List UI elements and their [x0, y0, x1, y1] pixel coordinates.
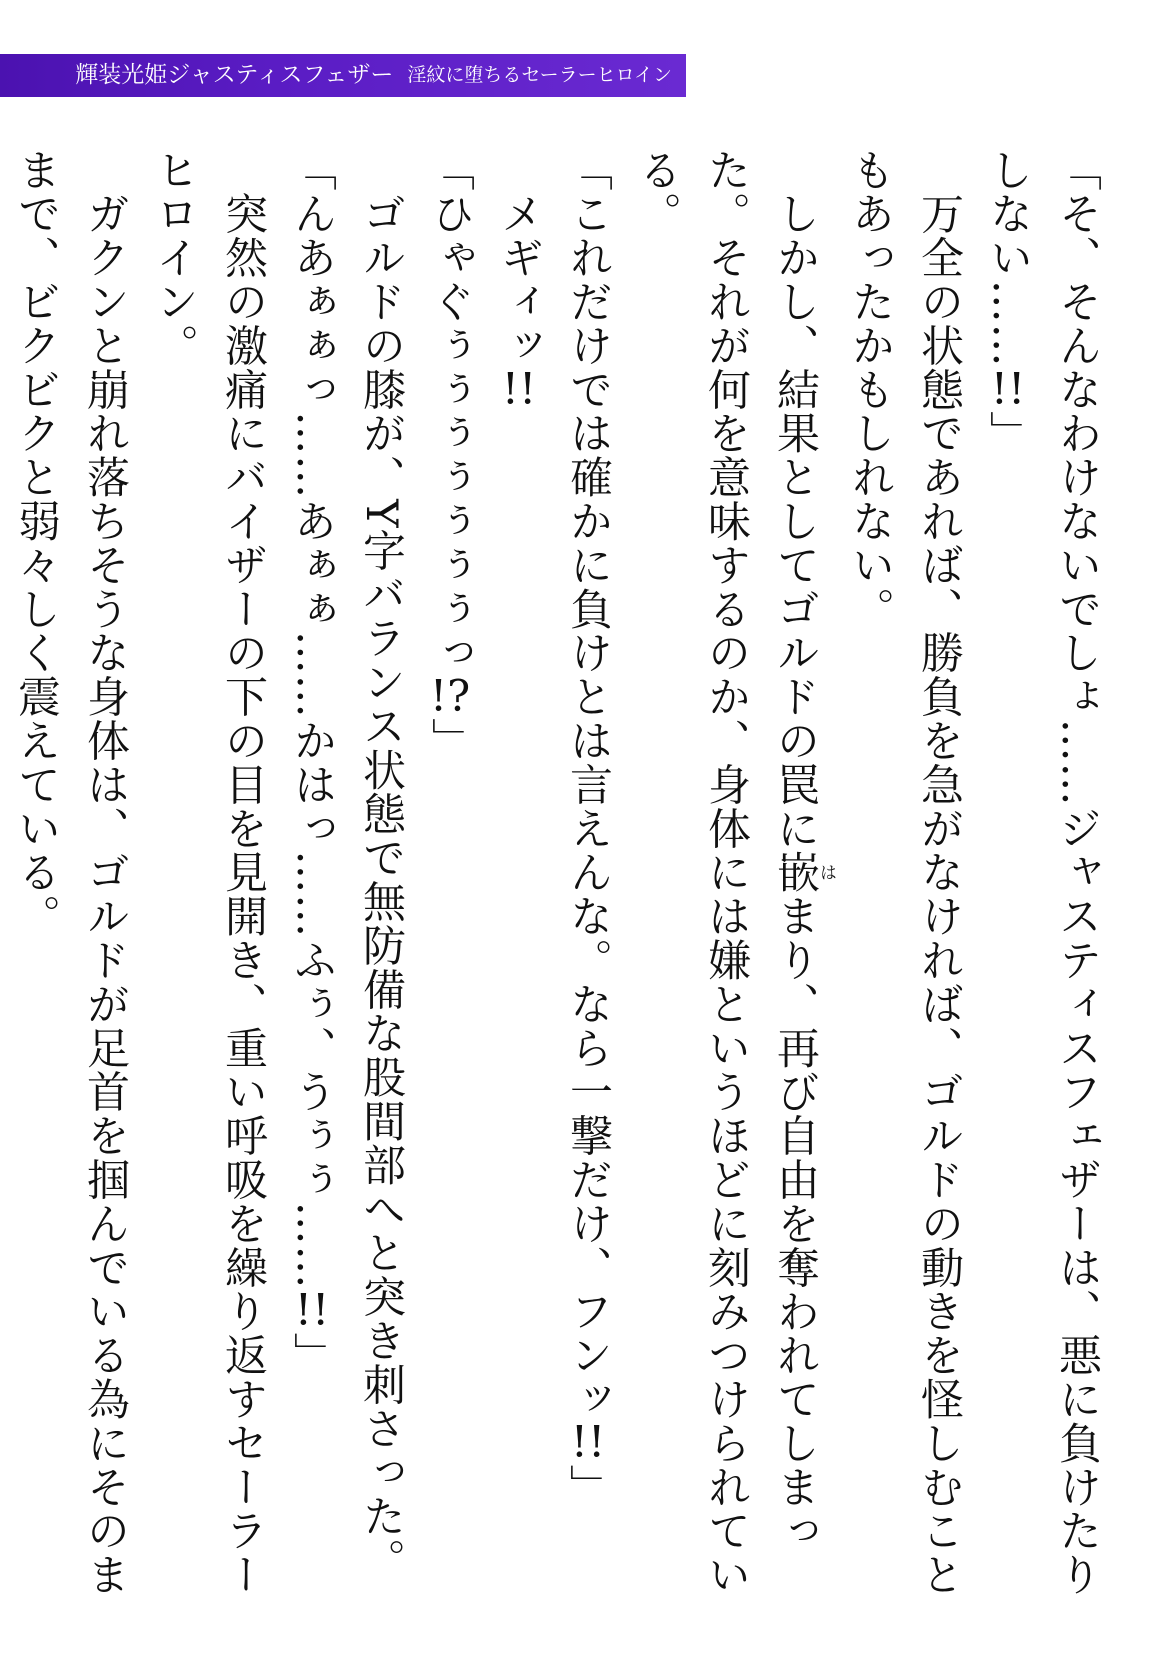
exclamation-mark: !! [501, 367, 537, 411]
ruby-reading: は [816, 850, 836, 895]
paragraph: ゴルドの膝が、Y字バランス状態で無防備な股間部へと突き刺さった。 [356, 148, 406, 1583]
paragraph: 「そ、そんなわけないでしょ……ジャスティスフェザーは、悪に負けたりしない……!!」 [983, 148, 1102, 1597]
paragraph: 「ひゃぐぅぅぅぅぅぅぅっ!?」 [425, 148, 475, 762]
exclamation-mark: !! [570, 1421, 606, 1465]
exclamation-mark: !! [294, 1289, 330, 1333]
paragraph: 万全の状態であれば、勝負を急がなければ、ゴルドの動きを怪しむこともあったかもしれない。 [845, 148, 964, 1597]
paragraph: 「これだけでは確かに負けとは言えんな。なら一撃だけ、フンッ!!」 [563, 148, 613, 1509]
paragraph: 突然の激痛にバイザーの下の目を見開き、重い呼吸を繰り返すセーラーヒロイン。 [149, 148, 268, 1597]
exclamation-mark: !? [429, 674, 471, 718]
book-title: 輝装光姫ジャスティスフェザー [75, 62, 394, 88]
paragraph-with-ruby [622, 148, 835, 1618]
vertical-body-text [11, 148, 1111, 1618]
running-header [0, 54, 686, 97]
chapter-title: 淫紋に堕ちるセーラーヒロイン [407, 64, 672, 86]
ruby-annotation: 嵌は [770, 850, 836, 895]
paragraph: メギィッ!! [494, 148, 544, 411]
paragraph-text: しかし、結果としてゴルドの罠に嵌はまり、再び自由を奪われてしまった。それが何を意味するのか、身体には嫌というほどに刻みつけられている。 [632, 148, 836, 1597]
exclamation-mark: !! [990, 367, 1026, 411]
paragraph: ガクンと崩れ落ちそうな身体は、ゴルドが足首を掴んでいる為にそのままで、ビクビクと弱々しく震えている。 [11, 148, 130, 1597]
paragraph: 「んあぁぁっ……あぁぁ……かはっ……ふぅ、うぅぅ……!!」 [287, 148, 337, 1377]
